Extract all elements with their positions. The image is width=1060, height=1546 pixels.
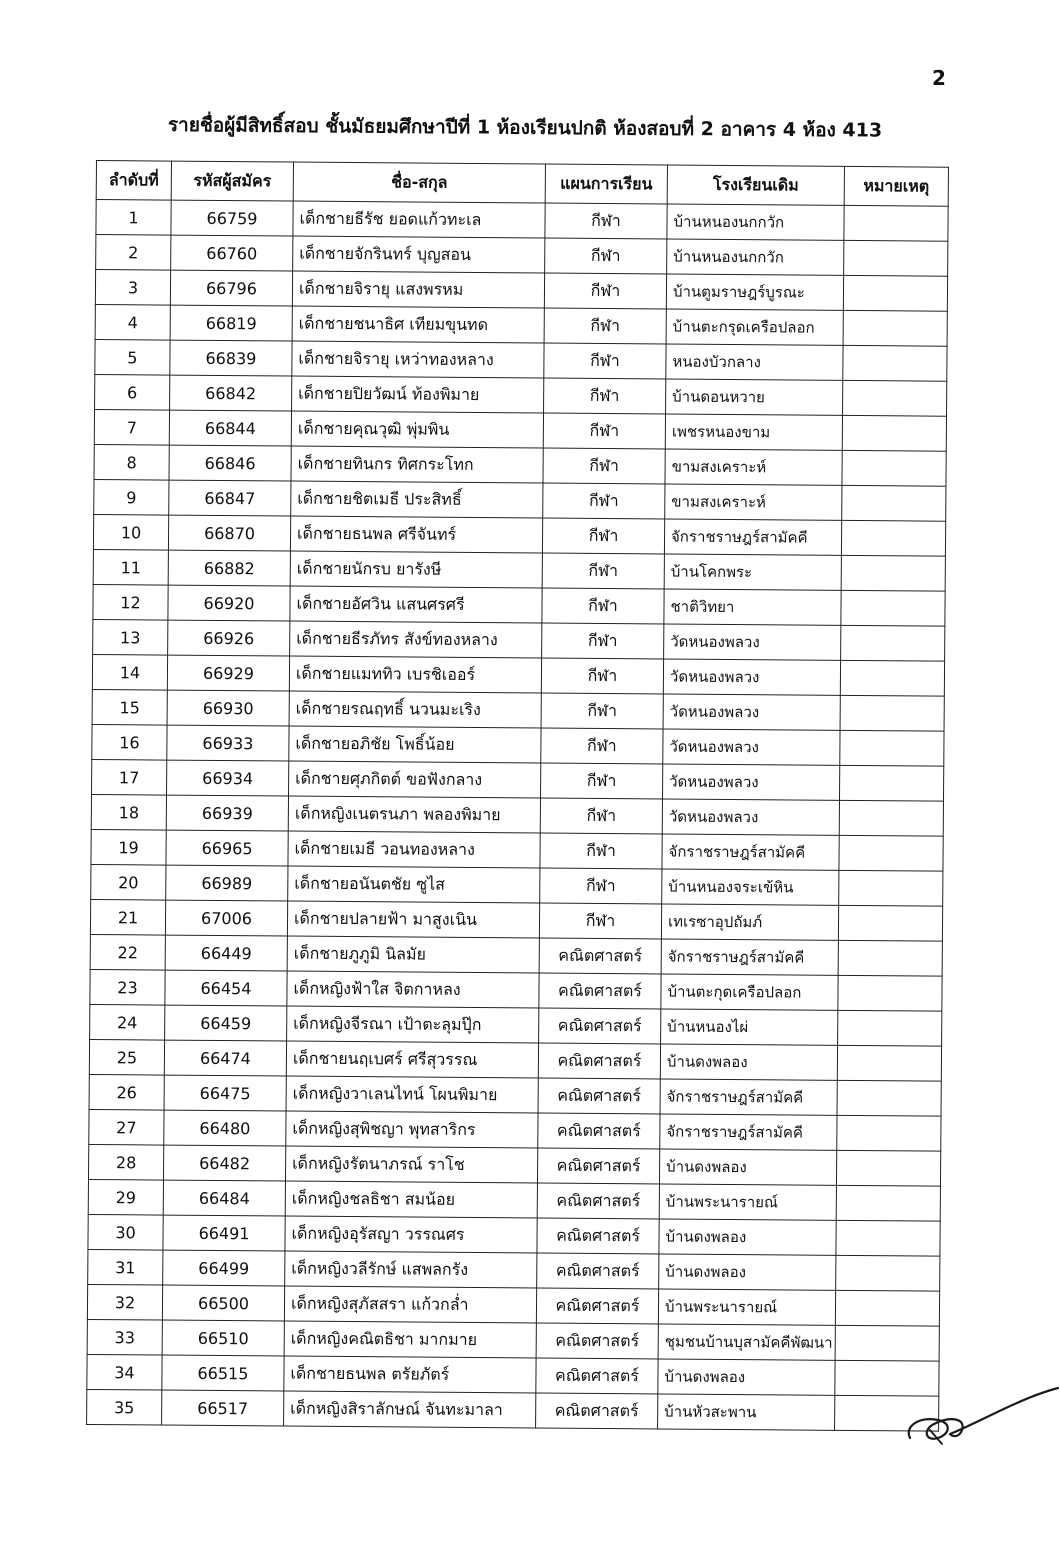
cell-remarks [842, 450, 946, 486]
cell-applicant-id: 66517 [162, 1390, 284, 1426]
cell-name: เด็กชายศุภกิตต์ ขอฟังกลาง [289, 761, 541, 798]
cell-number: 9 [94, 479, 169, 515]
cell-applicant-id: 66846 [169, 445, 291, 481]
cell-study-plan: กีฬา [542, 588, 664, 624]
cell-number: 32 [87, 1284, 162, 1320]
cell-applicant-id: 66491 [163, 1215, 285, 1251]
cell-applicant-id: 66499 [163, 1250, 285, 1286]
cell-applicant-id: 66475 [164, 1075, 286, 1111]
cell-name: เด็กชายจักรินทร์ บุญสอน [293, 236, 545, 273]
cell-remarks [843, 310, 947, 346]
cell-applicant-id: 66930 [167, 690, 289, 726]
cell-former-school: บ้านตูมราษฎร์บูรณะ [666, 274, 843, 310]
column-header-number: ลำดับที่ [96, 161, 171, 201]
cell-study-plan: กีฬา [544, 378, 666, 414]
cell-former-school: บ้านดงพลอง [660, 1044, 837, 1080]
cell-number: 17 [92, 759, 167, 795]
cell-applicant-id: 66510 [162, 1320, 284, 1356]
cell-number: 19 [91, 829, 166, 865]
cell-study-plan: กีฬา [544, 308, 666, 344]
cell-name: เด็กชายเมธี วอนทองหลาง [288, 831, 540, 868]
cell-number: 12 [93, 584, 168, 620]
column-header-applicant-id: รหัสผู้สมัคร [171, 161, 293, 201]
cell-remarks [843, 345, 947, 381]
cell-former-school: ชาติวิทยา [664, 589, 841, 625]
cell-former-school: บ้านหนองนกกวัก [667, 239, 844, 275]
cell-number: 4 [95, 304, 170, 340]
cell-number: 18 [91, 794, 166, 830]
cell-former-school: จักราชราษฎร์สามัคคี [661, 939, 838, 975]
cell-former-school: วัดหนองพลวง [664, 624, 841, 660]
cell-former-school: บ้านดงพลอง [658, 1359, 835, 1395]
table-header-row [96, 161, 948, 207]
cell-remarks [843, 275, 947, 311]
cell-applicant-id: 66839 [170, 340, 292, 376]
cell-name: เด็กหญิงสิราลักษณ์ จันทะมาลา [284, 1391, 536, 1428]
cell-study-plan: คณิตศาสตร์ [539, 1008, 661, 1044]
cell-name: เด็กชายจิรายุ แสงพรหม [292, 271, 544, 308]
cell-name: เด็กชายธีรภัทร สังข์ทองหลาง [290, 621, 542, 658]
cell-remarks [836, 1255, 940, 1291]
cell-applicant-id: 66842 [170, 375, 292, 411]
cell-number: 2 [96, 235, 171, 271]
cell-applicant-id: 66920 [168, 585, 290, 621]
cell-number: 14 [92, 654, 167, 690]
cell-remarks [843, 380, 947, 416]
cell-study-plan: กีฬา [539, 903, 661, 939]
cell-number: 3 [95, 270, 170, 306]
cell-study-plan: กีฬา [545, 203, 667, 239]
page-number: 2 [932, 66, 946, 90]
cell-study-plan: กีฬา [543, 413, 665, 449]
cell-study-plan: กีฬา [542, 553, 664, 589]
cell-study-plan: กีฬา [545, 238, 667, 274]
cell-study-plan: คณิตศาสตร์ [538, 1078, 660, 1114]
cell-former-school: จักราชราษฎร์สามัคคี [662, 834, 839, 870]
cell-former-school: จักราชราษฎร์สามัคคี [660, 1114, 837, 1150]
cell-applicant-id: 67006 [165, 900, 287, 936]
cell-remarks [840, 660, 944, 696]
cell-name: เด็กหญิงวลีรักษ์ แสพลกรัง [285, 1251, 537, 1288]
cell-name: เด็กชายจิรายุ เหว่าทองหลาง [292, 341, 544, 378]
cell-number: 7 [94, 409, 169, 445]
cell-number: 6 [95, 374, 170, 410]
cell-name: เด็กหญิงอุรัสญา วรรณศร [285, 1216, 537, 1253]
cell-remarks [837, 1045, 941, 1081]
cell-applicant-id: 66844 [169, 410, 291, 446]
cell-former-school: บ้านพระนารายณ์ [659, 1184, 836, 1220]
cell-applicant-id: 66929 [167, 655, 289, 691]
cell-number: 13 [93, 619, 168, 655]
cell-former-school: บ้านดงพลอง [659, 1219, 836, 1255]
cell-remarks [835, 1325, 939, 1361]
cell-remarks [839, 800, 943, 836]
cell-name: เด็กหญิงคณิตธิชา มากมาย [284, 1321, 536, 1358]
cell-applicant-id: 66796 [170, 270, 292, 306]
cell-number: 16 [92, 724, 167, 760]
cell-name: เด็กชายทินกร ทิศกระโทก [291, 446, 543, 483]
cell-number: 30 [88, 1214, 163, 1250]
cell-remarks [838, 940, 942, 976]
cell-study-plan: กีฬา [543, 483, 665, 519]
cell-name: เด็กชายปลายฟ้า มาสูงเนิน [287, 901, 539, 938]
cell-name: เด็กชายชนาธิศ เทียมขุนทด [292, 306, 544, 343]
cell-former-school: วัดหนองพลวง [662, 764, 839, 800]
cell-remarks [842, 485, 946, 521]
cell-remarks [839, 870, 943, 906]
cell-number: 21 [90, 899, 165, 935]
column-header-name: ชื่อ-สกุล [293, 162, 545, 203]
cell-number: 29 [88, 1179, 163, 1215]
cell-study-plan: คณิตศาสตร์ [539, 938, 661, 974]
cell-study-plan: คณิตศาสตร์ [536, 1393, 658, 1429]
cell-former-school: บ้านดงพลอง [659, 1149, 836, 1185]
cell-former-school: หนองบัวกลาง [666, 344, 843, 380]
cell-name: เด็กหญิงวาเลนไทน์ โผนพิมาย [286, 1076, 538, 1113]
cell-study-plan: คณิตศาสตร์ [536, 1288, 658, 1324]
cell-name: เด็กชายอภิชัย โพธิ์น้อย [289, 726, 541, 763]
cell-name: เด็กหญิงสุพิชญา พุทสาริกร [286, 1111, 538, 1148]
cell-applicant-id: 66459 [165, 1005, 287, 1041]
cell-name: เด็กชายรณฤทธิ์ นวนมะเริง [289, 691, 541, 728]
cell-former-school: บ้านตะกุดเครือปลอก [661, 974, 838, 1010]
document-title: รายชื่อผู้มีสิทธิ์สอบ ชั้นมัธยมศึกษาปีที่ 1 ห้องเรียนปกติ ห้องสอบที่ 2 อาคาร 4 ห้อง 413 [167, 113, 883, 142]
cell-name: เด็กชายธีรัช ยอดแก้วทะเล [293, 201, 545, 238]
cell-former-school: บ้านหนองนกกวัก [667, 204, 844, 240]
cell-remarks [836, 1220, 940, 1256]
column-header-remarks: หมายเหตุ [844, 166, 948, 206]
cell-name: เด็กชายปิยวัฒน์ ท้องพิมาย [292, 376, 544, 413]
cell-number: 34 [87, 1354, 162, 1390]
cell-name: เด็กชายแมททิว เบรชิเออร์ [289, 656, 541, 693]
cell-remarks [844, 205, 948, 241]
candidate-table [86, 160, 949, 1432]
cell-name: เด็กหญิงเนตรนภา พลองพิมาย [288, 796, 540, 833]
cell-study-plan: กีฬา [540, 868, 662, 904]
cell-applicant-id: 66819 [170, 305, 292, 341]
cell-remarks [836, 1150, 940, 1186]
cell-applicant-id: 66484 [163, 1180, 285, 1216]
cell-former-school: ขามสงเคราะห์ [665, 484, 842, 520]
cell-number: 22 [90, 934, 165, 970]
signature-mark [900, 1360, 1060, 1460]
cell-study-plan: คณิตศาสตร์ [536, 1358, 658, 1394]
cell-study-plan: กีฬา [542, 623, 664, 659]
column-header-former-school: โรงเรียนเดิม [667, 165, 844, 205]
cell-remarks [841, 520, 945, 556]
cell-former-school: บ้านพระนารายณ์ [658, 1289, 835, 1325]
cell-name: เด็กชายอัศวิน แสนศรศรี [290, 586, 542, 623]
cell-former-school: เทเรซาอุปถัมภ์ [661, 904, 838, 940]
cell-number: 27 [89, 1109, 164, 1145]
cell-study-plan: คณิตศาสตร์ [537, 1183, 659, 1219]
cell-name: เด็กหญิงรัตนาภรณ์ ราโช [285, 1146, 537, 1183]
table-body [87, 200, 949, 1432]
candidate-table-wrapper [86, 160, 948, 1432]
cell-former-school: บ้านหนองจระเข้หิน [662, 869, 839, 905]
cell-former-school: บ้านดอนหวาย [666, 379, 843, 415]
cell-remarks [844, 240, 948, 276]
cell-former-school: ขามสงเคราะห์ [665, 449, 842, 485]
cell-number: 23 [90, 969, 165, 1005]
cell-study-plan: กีฬา [542, 518, 664, 554]
cell-applicant-id: 66482 [163, 1145, 285, 1181]
cell-remarks [840, 695, 944, 731]
cell-study-plan: คณิตศาสตร์ [539, 973, 661, 1009]
cell-name: เด็กชายธนพล ตรัยภัตร์ [284, 1356, 536, 1393]
cell-study-plan: กีฬา [541, 658, 663, 694]
cell-remarks [842, 415, 946, 451]
cell-applicant-id: 66759 [171, 200, 293, 236]
cell-remarks [838, 975, 942, 1011]
cell-applicant-id: 66515 [162, 1355, 284, 1391]
cell-name: เด็กชายชิตเมธี ประสิทธิ์ [291, 481, 543, 518]
cell-name: เด็กชายภูภูมิ นิลมัย [287, 936, 539, 973]
cell-number: 33 [87, 1319, 162, 1355]
cell-applicant-id: 66870 [168, 515, 290, 551]
cell-number: 15 [92, 689, 167, 725]
cell-applicant-id: 66989 [166, 865, 288, 901]
cell-name: เด็กชายคุณวุฒิ พุ่มพิน [291, 411, 543, 448]
cell-remarks [839, 765, 943, 801]
cell-applicant-id: 66939 [166, 795, 288, 831]
cell-applicant-id: 66847 [169, 480, 291, 516]
cell-former-school: ชุมชนบ้านบุสามัคคีพัฒนา [658, 1324, 835, 1360]
cell-study-plan: คณิตศาสตร์ [537, 1218, 659, 1254]
cell-number: 26 [89, 1074, 164, 1110]
cell-study-plan: กีฬา [541, 763, 663, 799]
cell-applicant-id: 66926 [168, 620, 290, 656]
cell-remarks [841, 555, 945, 591]
cell-number: 1 [96, 200, 171, 236]
cell-number: 10 [93, 514, 168, 550]
cell-former-school: บ้านตะกรุดเครือปลอก [666, 309, 843, 345]
cell-former-school: จักราชราษฎร์สามัคคี [664, 519, 841, 555]
cell-number: 8 [94, 444, 169, 480]
cell-study-plan: คณิตศาสตร์ [536, 1323, 658, 1359]
cell-remarks [835, 1290, 939, 1326]
cell-number: 35 [87, 1389, 162, 1425]
cell-study-plan: กีฬา [544, 273, 666, 309]
cell-remarks [836, 1185, 940, 1221]
cell-former-school: บ้านดงพลอง [659, 1254, 836, 1290]
cell-name: เด็กชายนฤเบศร์ ศรีสุวรรณ [286, 1041, 538, 1078]
table-row [87, 1389, 939, 1431]
cell-former-school: วัดหนองพลวง [662, 799, 839, 835]
cell-study-plan: กีฬา [541, 728, 663, 764]
cell-remarks [840, 730, 944, 766]
cell-applicant-id: 66449 [165, 935, 287, 971]
cell-applicant-id: 66934 [167, 760, 289, 796]
cell-remarks [838, 905, 942, 941]
cell-study-plan: กีฬา [540, 798, 662, 834]
cell-former-school: บ้านหัวสะพาน [658, 1394, 835, 1430]
cell-former-school: วัดหนองพลวง [663, 729, 840, 765]
cell-former-school: วัดหนองพลวง [663, 659, 840, 695]
cell-name: เด็กหญิงจีรณา เป้าตะลุมปุ๊ก [287, 1006, 539, 1043]
cell-applicant-id: 66480 [164, 1110, 286, 1146]
cell-study-plan: คณิตศาสตร์ [538, 1043, 660, 1079]
cell-number: 31 [88, 1249, 163, 1285]
cell-study-plan: กีฬา [543, 448, 665, 484]
cell-applicant-id: 66454 [165, 970, 287, 1006]
cell-study-plan: กีฬา [541, 693, 663, 729]
cell-remarks [838, 1010, 942, 1046]
cell-former-school: วัดหนองพลวง [663, 694, 840, 730]
cell-applicant-id: 66474 [164, 1040, 286, 1076]
cell-number: 24 [90, 1004, 165, 1040]
cell-remarks [841, 625, 945, 661]
cell-study-plan: กีฬา [544, 343, 666, 379]
cell-number: 11 [93, 549, 168, 585]
cell-number: 25 [89, 1039, 164, 1075]
cell-study-plan: กีฬา [540, 833, 662, 869]
cell-applicant-id: 66933 [167, 725, 289, 761]
cell-number: 5 [95, 339, 170, 375]
cell-former-school: เพชรหนองขาม [665, 414, 842, 450]
cell-name: เด็กหญิงสุภัสสรา แก้วกล่ำ [284, 1286, 536, 1323]
cell-remarks [837, 1080, 941, 1116]
cell-former-school: บ้านโคกพระ [664, 554, 841, 590]
cell-applicant-id: 66965 [166, 830, 288, 866]
cell-former-school: จักราชราษฎร์สามัคคี [660, 1079, 837, 1115]
cell-study-plan: คณิตศาสตร์ [538, 1113, 660, 1149]
cell-name: เด็กชายนักรบ ยารังษี [290, 551, 542, 588]
cell-name: เด็กหญิงชลธิชา สมน้อย [285, 1181, 537, 1218]
column-header-study-plan: แผนการเรียน [545, 164, 667, 204]
cell-remarks [837, 1115, 941, 1151]
cell-number: 28 [88, 1144, 163, 1180]
cell-remarks [841, 590, 945, 626]
cell-name: เด็กชายอนันตชัย ซูไส [288, 866, 540, 903]
cell-name: เด็กชายธนพล ศรีจันทร์ [290, 516, 542, 553]
cell-applicant-id: 66882 [168, 550, 290, 586]
cell-applicant-id: 66500 [162, 1285, 284, 1321]
cell-applicant-id: 66760 [171, 235, 293, 271]
cell-former-school: บ้านหนองไผ่ [661, 1009, 838, 1045]
cell-number: 20 [91, 864, 166, 900]
cell-study-plan: คณิตศาสตร์ [537, 1148, 659, 1184]
cell-remarks [839, 835, 943, 871]
cell-name: เด็กหญิงฟ้าใส จิตกาหลง [287, 971, 539, 1008]
cell-study-plan: คณิตศาสตร์ [537, 1253, 659, 1289]
